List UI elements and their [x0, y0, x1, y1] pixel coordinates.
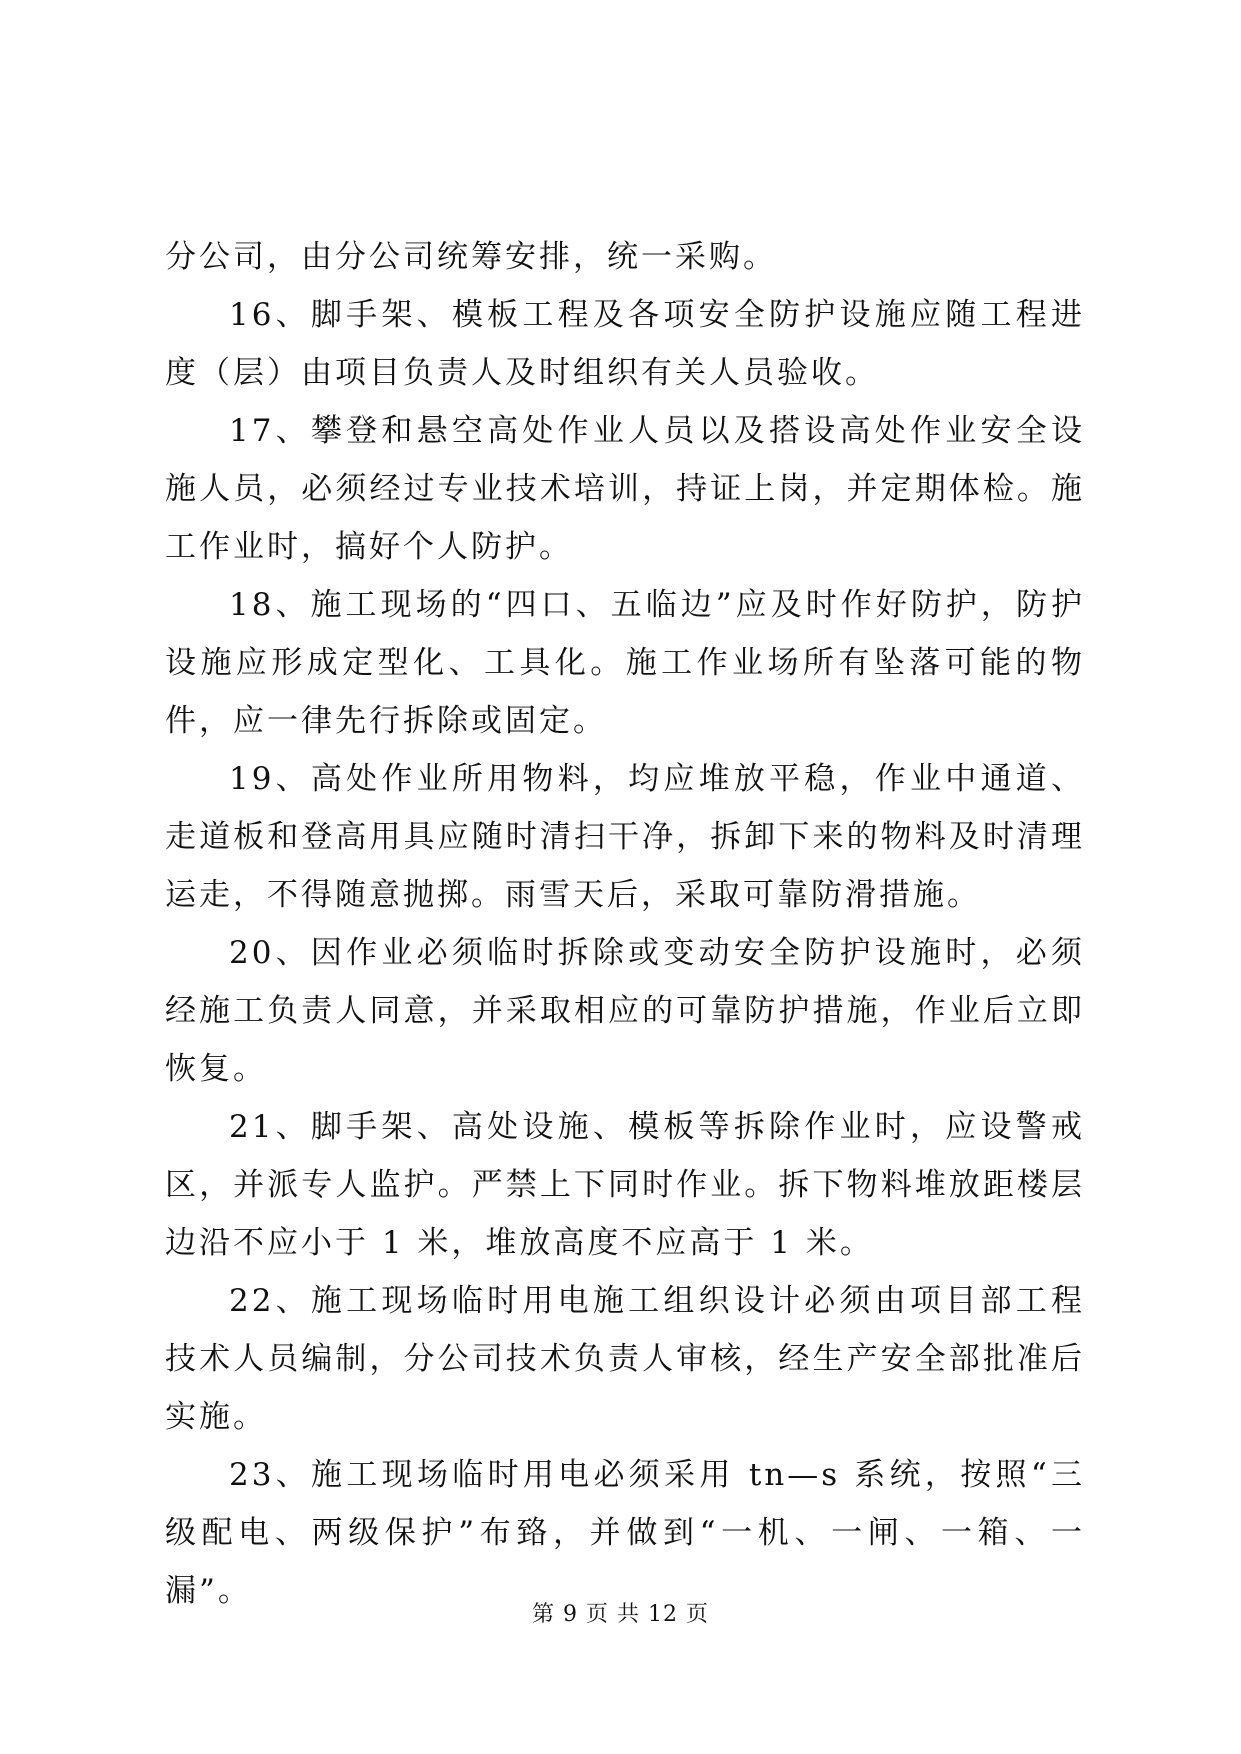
paragraph-item-21: 21、脚手架、高处设施、模板等拆除作业时，应设警戒区，并派专人监护。严禁上下同时作业。拆下物料堆放距楼层边沿不应小于 1 米，堆放高度不应高于 1 米。	[165, 1109, 1085, 1261]
paragraph-item-20: 20、因作业必须临时拆除或变动安全防护设施时，必须经施工负责人同意，并采取相应的可靠防护措施，作业后立即恢复。	[165, 935, 1085, 1087]
paragraph-item-17: 17、攀登和悬空高处作业人员以及搭设高处作业安全设施人员，必须经过专业技术培训，持证上岗，并定期体检。施工作业时，搞好个人防护。	[165, 413, 1085, 565]
paragraph-item-18: 18、施工现场的“四口、五临边”应及时作好防护，防护设施应形成定型化、工具化。施工作业场所有坠落可能的物件，应一律先行拆除或固定。	[165, 587, 1085, 739]
paragraph-item-19: 19、高处作业所用物料，均应堆放平稳，作业中通道、走道板和登高用具应随时清扫干净，拆卸下来的物料及时清理运走，不得随意抛掷。雨雪天后，采取可靠防滑措施。	[165, 761, 1085, 913]
paragraph-continuation: 分公司，由分公司统筹安排，统一采购。	[165, 239, 777, 275]
paragraph-item-23: 23、施工现场临时用电必须采用 tn—s 系统，按照“三级配电、两级保护”布臵，并做到“一机、一闸、一箱、一漏”。	[165, 1457, 1085, 1609]
page-number-footer: 第 9 页 共 12 页	[532, 1602, 709, 1627]
document-body	[165, 228, 1085, 1620]
paragraph-item-22: 22、施工现场临时用电施工组织设计必须由项目部工程技术人员编制，分公司技术负责人审核，经生产安全部批准后实施。	[165, 1283, 1085, 1435]
paragraph-item-16: 16、脚手架、模板工程及各项安全防护设施应随工程进度（层）由项目负责人及时组织有关人员验收。	[165, 297, 1085, 391]
